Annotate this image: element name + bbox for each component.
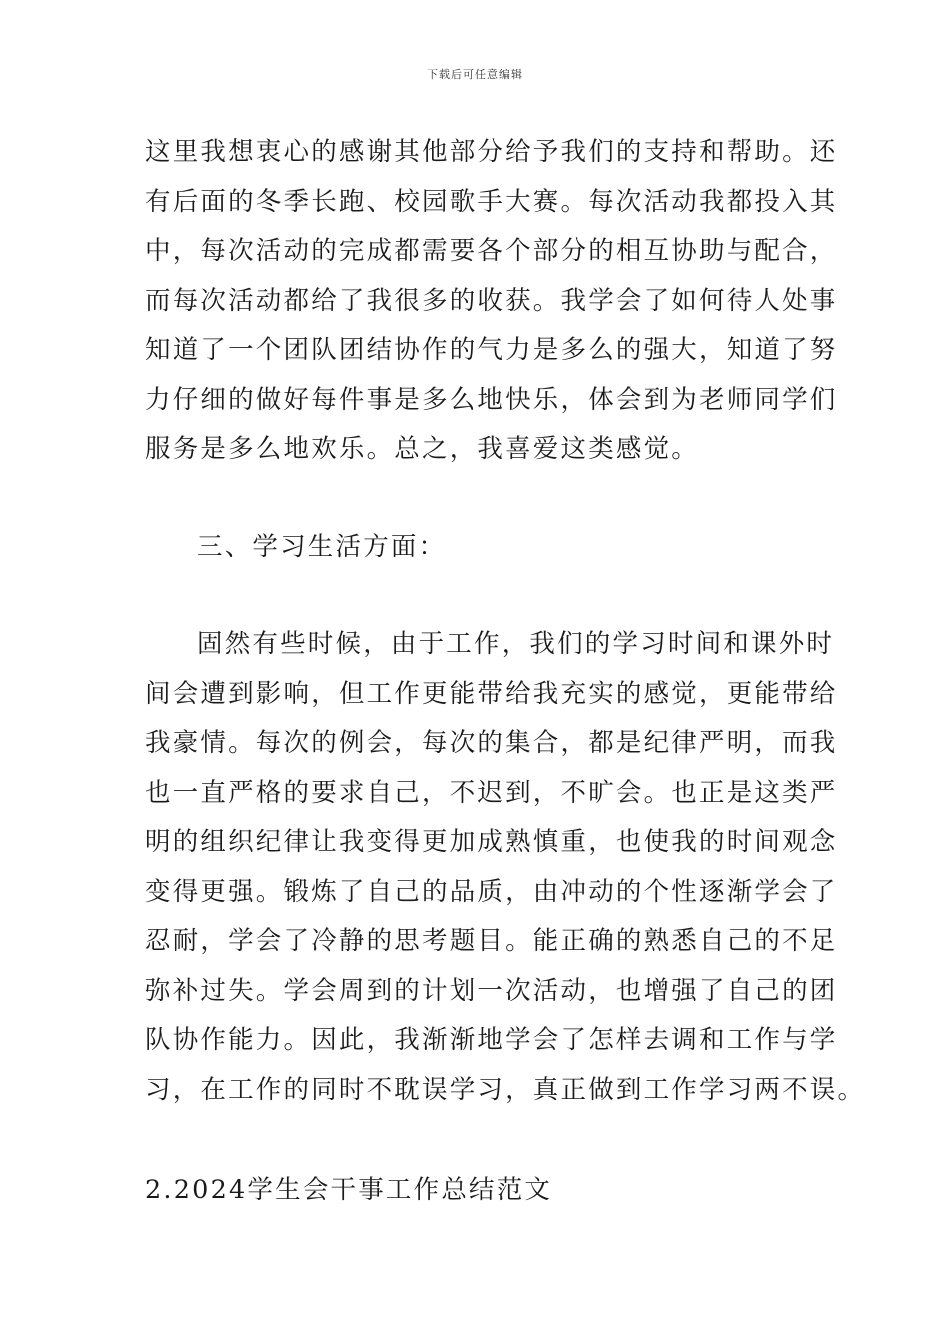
paragraph-line: 我豪情。每次的例会，每次的集合，都是纪律严明，而我 xyxy=(145,728,838,758)
paragraph-line: 明的组织纪律让我变得更加成熟慎重，也使我的时间观念 xyxy=(145,827,838,857)
section-title-summary-sample: 2.2024学生会干事工作总结范文 xyxy=(145,1175,553,1205)
paragraph-acknowledgement xyxy=(145,128,838,475)
paragraph-line: 而每次活动都给了我很多的收获。我学会了如何待人处事 xyxy=(145,285,838,316)
paragraph-line: 队协作能力。因此，我渐渐地学会了怎样去调和工作与学 xyxy=(145,1025,838,1055)
paragraph-line: 知道了一个团队团结协作的气力是多么的强大，知道了努 xyxy=(145,335,838,365)
document-body xyxy=(145,128,866,1216)
paragraph-study-life xyxy=(145,620,866,1115)
page-header-note: 下载后可任意编辑 xyxy=(427,68,523,81)
paragraph-line: 弥补过失。学会周到的计划一次活动，也增强了自己的团 xyxy=(145,975,838,1006)
paragraph-spacer xyxy=(145,572,810,620)
paragraph-line: 也一直严格的要求自己，不迟到，不旷会。也正是这类严 xyxy=(145,777,838,808)
paragraph-line: 有后面的冬季长跑、校园歌手大赛。每次活动我都投入其 xyxy=(145,186,838,217)
paragraph-line: 固然有些时候，由于工作，我们的学习时间和课外时 xyxy=(197,629,835,659)
paragraph-line: 习，在工作的同时不耽误学习，真正做到工作学习两不误。 xyxy=(145,1074,866,1105)
paragraph-line: 这里我想衷心的感谢其他部分给予我们的支持和帮助。还 xyxy=(145,137,838,167)
paragraph-line: 服务是多么地欢乐。总之，我喜爱这类感觉。 xyxy=(145,434,700,464)
section-heading-study-life: 三、学习生活方面： xyxy=(197,531,447,562)
paragraph-spacer xyxy=(145,475,810,523)
paragraph-line: 变得更强。锻炼了自己的品质，由冲动的个性逐渐学会了 xyxy=(145,876,838,907)
paragraph-line: 忍耐，学会了冷静的思考题目。能正确的熟悉自己的不足 xyxy=(145,926,838,956)
paragraph-line: 中，每次活动的完成都需要各个部分的相互协助与配合， xyxy=(145,236,838,266)
paragraph-spacer xyxy=(145,1115,810,1166)
paragraph-line: 力仔细的做好每件事是多么地快乐，体会到为老师同学们 xyxy=(145,384,838,415)
paragraph-line: 间会遭到影响，但工作更能带给我充实的感觉，更能带给 xyxy=(145,678,838,709)
